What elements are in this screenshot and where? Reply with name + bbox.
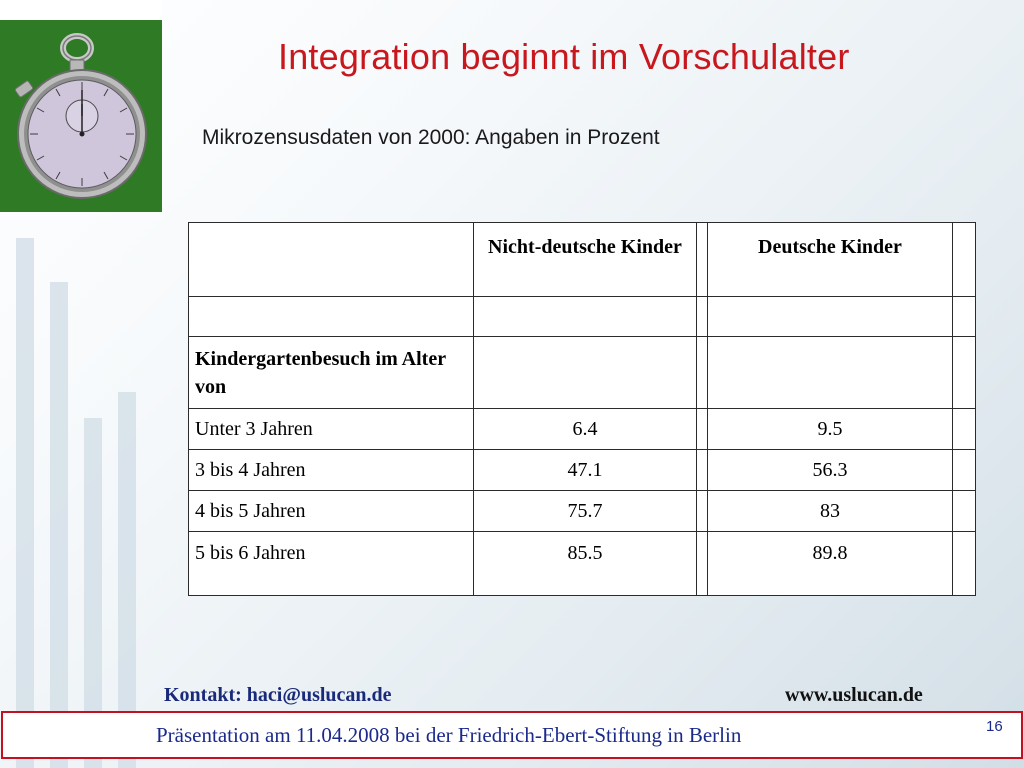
value-non-german: 75.7 [474,491,697,532]
value-german: 83 [708,491,953,532]
page-number: 16 [986,718,1003,735]
table-header-non-german: Nicht-deutsche Kinder [474,223,697,297]
table-row [189,532,976,596]
table-header-corner [189,223,474,297]
value-non-german: 47.1 [474,450,697,491]
value-german: 9.5 [708,409,953,450]
presentation-note: Präsentation am 11.04.2008 bei der Friedrich-Ebert-Stiftung in Berlin [156,723,742,747]
table-section-row [189,337,976,409]
row-label: 3 bis 4 Jahren [189,450,474,491]
row-label: 5 bis 6 Jahren [189,532,474,596]
data-table [188,222,976,596]
value-german: 56.3 [708,450,953,491]
table-header-row [189,223,976,297]
value-non-german: 6.4 [474,409,697,450]
table-row [189,491,976,532]
contact-email: Kontakt: haci@uslucan.de [164,684,392,706]
logo-top-strip [0,0,162,20]
value-non-german: 85.5 [474,532,697,596]
row-label: Unter 3 Jahren [189,409,474,450]
value-german: 89.8 [708,532,953,596]
table-row [189,409,976,450]
table-section-label: Kindergartenbesuch im Alter von [189,337,474,409]
table-row [189,450,976,491]
subtitle: Mikrozensusdaten von 2000: Angaben in Prozent [202,126,660,149]
stopwatch-icon [0,20,162,212]
table-empty-row [189,297,976,337]
logo-panel [0,20,162,212]
website-link: www.uslucan.de [785,684,923,706]
table-header-german: Deutsche Kinder [708,223,953,297]
page-title: Integration beginnt im Vorschulalter [278,36,850,77]
row-label: 4 bis 5 Jahren [189,491,474,532]
